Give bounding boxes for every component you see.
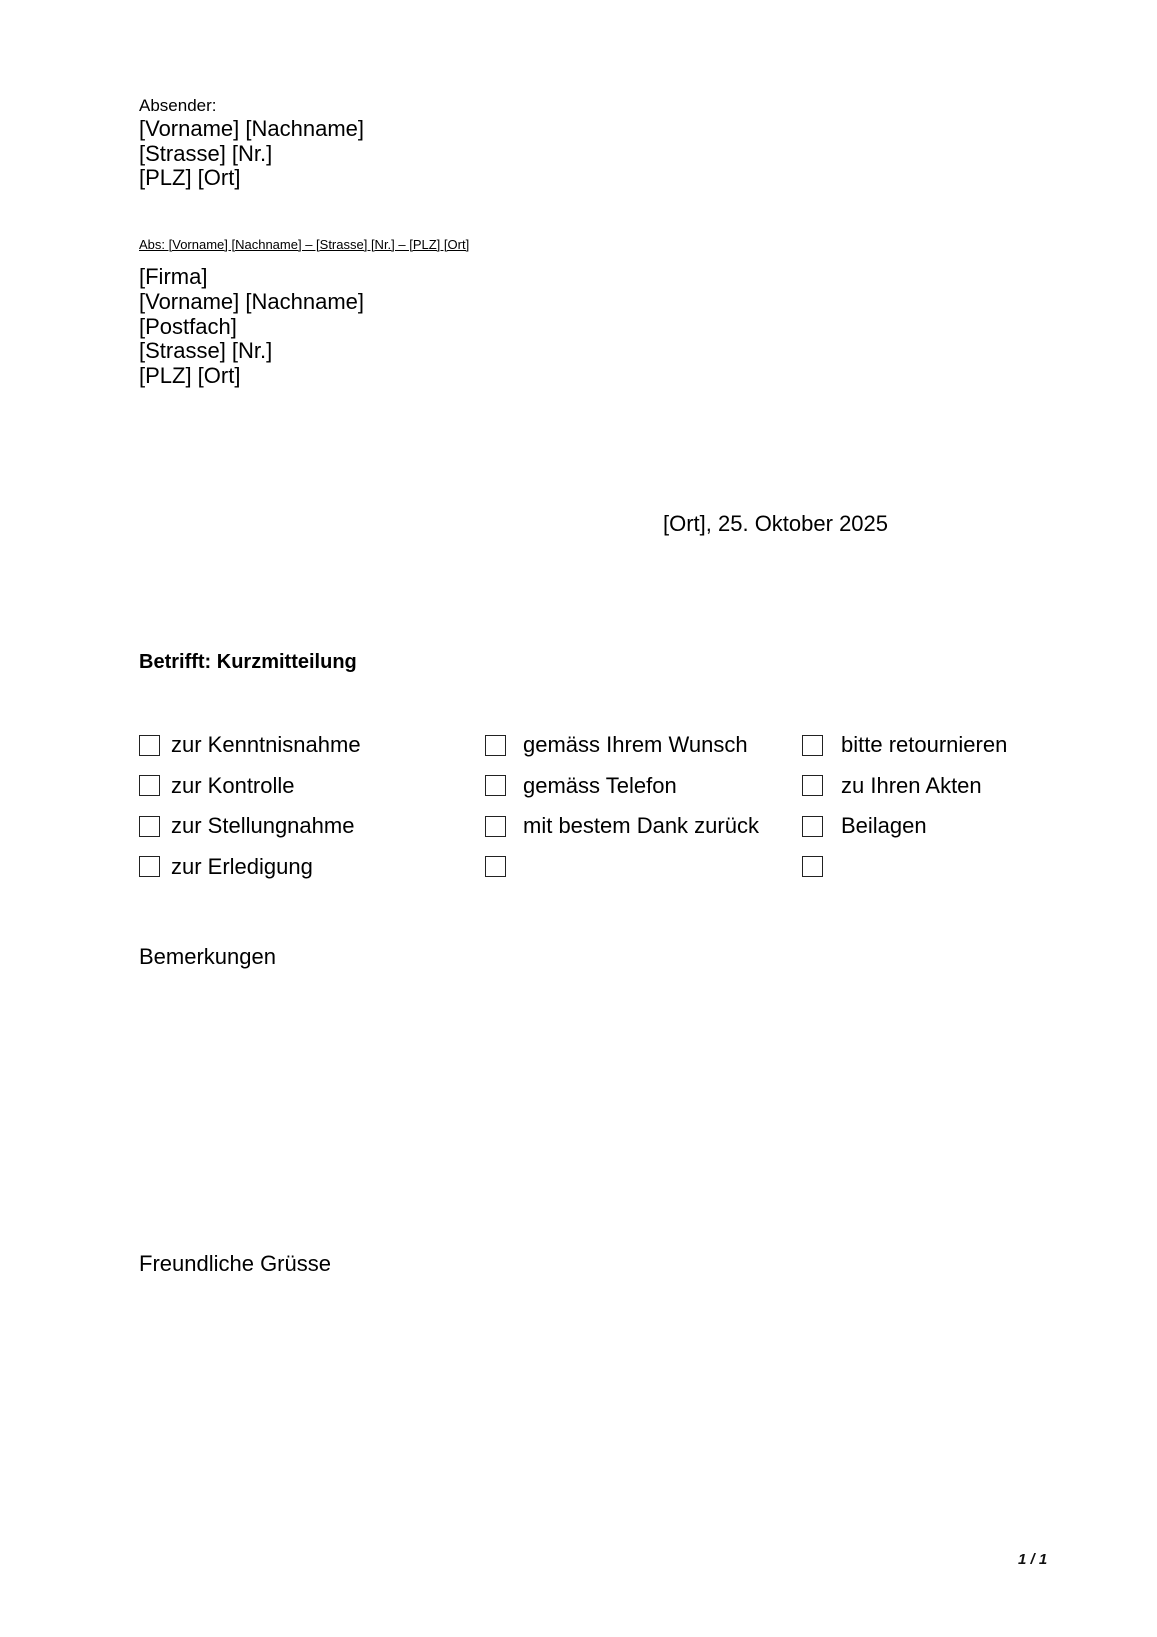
checkbox-ihrem-wunsch[interactable]	[485, 731, 748, 759]
checkbox-label: gemäss Telefon	[523, 772, 677, 798]
checkbox-beilagen[interactable]	[802, 812, 927, 840]
checkbox-icon[interactable]	[802, 775, 823, 796]
checkbox-icon[interactable]	[485, 856, 506, 877]
recipient-street: [Strasse] [Nr.]	[139, 338, 273, 364]
checkbox-kenntnisnahme[interactable]	[139, 731, 361, 759]
checkbox-label: zur Kontrolle	[171, 772, 295, 798]
sender-address	[139, 117, 364, 191]
checkbox-label: mit bestem Dank zurück	[523, 813, 759, 838]
checkbox-erledigung[interactable]	[139, 853, 313, 881]
checkbox-icon[interactable]	[802, 735, 823, 756]
checkbox-stellungnahme[interactable]	[139, 812, 354, 840]
recipient-address	[139, 265, 364, 389]
subject-line: Betrifft: Kurzmitteilung	[139, 651, 357, 673]
checkbox-label: gemäss Ihrem Wunsch	[523, 732, 748, 757]
checkbox-icon[interactable]	[802, 816, 823, 837]
checkbox-label: zu Ihren Akten	[841, 772, 982, 798]
sender-city: [PLZ] [Ort]	[139, 165, 241, 190]
remarks-heading: Bemerkungen	[139, 944, 276, 969]
checkbox-akten[interactable]	[802, 772, 982, 800]
checkbox-label: bitte retournieren	[841, 732, 1008, 757]
checkbox-icon[interactable]	[139, 735, 160, 756]
checkbox-label: zur Stellungnahme	[171, 813, 355, 838]
sender-street: [Strasse] [Nr.]	[139, 140, 273, 166]
return-address-line: Abs: [Vorname] [Nachname] – [Strasse] [Nr.] – [PLZ] [Ort]	[139, 237, 470, 252]
recipient-city: [PLZ] [Ort]	[139, 363, 241, 389]
checkbox-dank-zurueck[interactable]	[485, 812, 759, 840]
place-date: [Ort], 25. Oktober 2025	[663, 511, 889, 536]
checkbox-blank-2[interactable]	[485, 853, 523, 881]
recipient-name: [Vorname] [Nachname]	[139, 288, 365, 314]
checkbox-telefon[interactable]	[485, 772, 677, 800]
closing-salutation: Freundliche Grüsse	[139, 1251, 331, 1276]
recipient-company: [Firma]	[139, 264, 208, 289]
checkbox-retournieren[interactable]	[802, 731, 1007, 759]
page-number: 1 / 1	[1018, 1551, 1048, 1568]
checkbox-icon[interactable]	[139, 856, 160, 877]
checkbox-icon[interactable]	[485, 816, 506, 837]
checkbox-kontrolle[interactable]	[139, 772, 295, 800]
checkbox-label: zur Erledigung	[171, 853, 313, 879]
checkbox-label: zur Kenntnisnahme	[171, 732, 361, 757]
remarks-field[interactable]	[139, 980, 1023, 1224]
checkbox-blank-3[interactable]	[802, 853, 841, 881]
checkbox-label: Beilagen	[841, 813, 927, 838]
checkbox-icon[interactable]	[802, 856, 823, 877]
checkbox-icon[interactable]	[139, 775, 160, 796]
checkbox-icon[interactable]	[139, 816, 160, 837]
checkbox-icon[interactable]	[485, 775, 506, 796]
sender-name: [Vorname] [Nachname]	[139, 116, 365, 141]
sender-label: Absender:	[139, 96, 217, 115]
recipient-po-box: [Postfach]	[139, 313, 237, 339]
checkbox-icon[interactable]	[485, 735, 506, 756]
